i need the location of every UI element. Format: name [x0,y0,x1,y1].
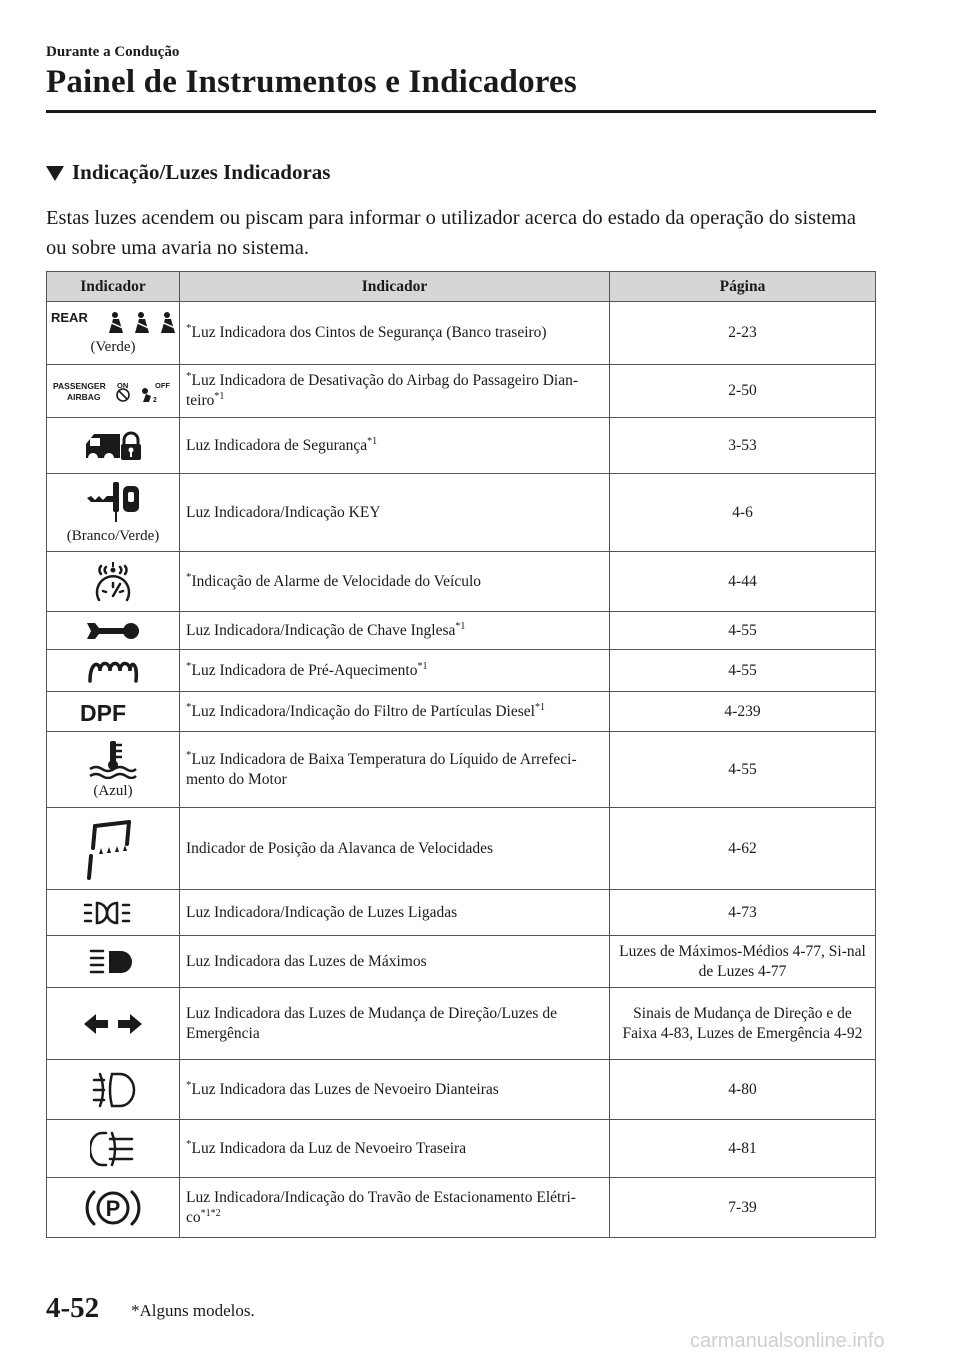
description-text: Luz Indicadora/Indicação KEY [186,503,381,521]
turn-signal-icon [82,1012,144,1036]
dpf-icon [78,699,148,725]
page-cell: 4-80 [610,1060,876,1120]
indicator-cell [47,650,180,692]
indicator-cell [47,302,180,365]
triangle-bullet-icon [46,166,64,181]
description-text: Indicação de Alarme de Velocidade do Veículo [191,572,482,590]
svg-text:REAR: REAR [51,310,88,325]
svg-text:ON: ON [117,381,129,390]
indicator-cell [47,1060,180,1120]
table-row [47,302,876,365]
rear-seatbelt-icon [51,309,175,335]
indicator-cell [47,808,180,890]
indicator-cell [47,612,180,650]
table-row [47,1178,876,1238]
indicator-cell [47,365,180,418]
header-col-indicator-1: Indicador [47,272,180,302]
description-cell [180,302,610,365]
indicator-cell [47,890,180,936]
svg-text:OFF: OFF [155,381,170,390]
description-cell [180,418,610,474]
indicator-color-label: (Branco/Verde) [66,527,160,544]
model-star: * [186,748,192,761]
description-text: Luz Indicadora/Indicação do Filtro de Partículas Diesel [191,702,535,720]
glow-plug-icon [86,657,140,685]
page-cell: 3-53 [610,418,876,474]
page-cell: 4-44 [610,552,876,612]
passenger-airbag-icon [53,378,173,404]
footnote-ref: *1*2 [200,1207,221,1219]
page-cell: 4-81 [610,1120,876,1178]
description-cell [180,612,610,650]
description-cell [180,1120,610,1178]
indicator-color-label: (Azul) [93,782,133,799]
model-star: * [186,369,192,382]
indicator-cell [47,936,180,988]
description-text: Luz Indicadora de Segurança [186,436,368,454]
indicator-color-label: (Verde) [90,339,136,355]
footnote-ref: *1 [214,390,225,402]
table-row [47,936,876,988]
page-cell: Luzes de Máximos-Médios 4-77, Si-nal de Luzes 4-77 [610,936,876,988]
description-text: Indicador de Posição da Alavanca de Velocidades [186,839,494,857]
header-section-label: Durante a Condução [46,44,180,60]
low-coolant-temp-icon [88,739,138,779]
svg-text:P: P [105,1195,121,1221]
model-star: * [186,659,192,672]
description-text: Luz Indicadora/Indicação de Luzes Ligadas [186,903,458,921]
high-beam-icon [85,947,141,977]
speed-alarm-icon [91,560,135,604]
page-number: 4-52 [46,1292,100,1324]
table-row [47,692,876,732]
header-rule [46,110,876,113]
key-icon [85,480,141,524]
description-text: Luz Indicadora de Pré-Aquecimento [191,661,418,679]
footnote-ref: *1 [367,435,378,447]
header-col-page: Página [610,272,876,302]
model-star: * [186,1078,192,1091]
indicator-cell [47,1120,180,1178]
indicator-cell [47,552,180,612]
section-heading-text: Indicação/Luzes Indicadoras [72,160,331,184]
shift-position-icon [83,816,143,882]
rear-fog-icon [90,1129,136,1169]
table-row [47,365,876,418]
description-cell [180,365,610,418]
description-text: Luz Indicadora das Luzes de Mudança de Direção/Luzes de Emergência [186,1004,557,1042]
description-text: Luz Indicadora das Luzes de Nevoeiro Dianteiras [191,1080,499,1098]
page-cell: 4-55 [610,650,876,692]
model-star: * [186,321,192,334]
security-lock-icon [84,430,142,462]
page-cell: 4-239 [610,692,876,732]
description-text: Luz Indicadora/Indicação de Chave Inglesa [186,621,456,639]
header-col-indicator-2: Indicador [180,272,610,302]
page-cell: 2-23 [610,302,876,365]
table-row [47,808,876,890]
model-star: * [186,1137,192,1150]
table-row [47,552,876,612]
page-cell: 7-39 [610,1178,876,1238]
description-text: Luz Indicadora das Luzes de Máximos [186,952,427,970]
description-cell [180,650,610,692]
indicator-cell [47,418,180,474]
description-cell [180,732,610,808]
table-row [47,474,876,552]
description-text: Luz Indicadora de Desativação do Airbag do Passageiro Dian-teiro [186,372,579,409]
parking-brake-icon [82,1186,144,1230]
description-text: Luz Indicadora dos Cintos de Segurança (Banco traseiro) [191,324,547,341]
page-cell: 4-62 [610,808,876,890]
description-cell [180,808,610,890]
indicator-cell [47,988,180,1060]
page-title: Painel de Instrumentos e Indicadores [46,64,577,100]
front-fog-icon [90,1070,136,1110]
page-cell: 4-6 [610,474,876,552]
description-cell [180,936,610,988]
table-row [47,1120,876,1178]
table-header-row [47,272,876,302]
indicator-cell [47,474,180,552]
description-cell [180,474,610,552]
page-cell: 4-73 [610,890,876,936]
page-cell: Sinais de Mudança de Direção e de Faixa 4-83, Luzes de Emergência 4-92 [610,988,876,1060]
description-cell [180,988,610,1060]
footnote-ref: *1 [455,620,466,632]
section-heading [46,160,330,185]
svg-text:DPF: DPF [80,699,126,725]
svg-text:2: 2 [153,397,157,404]
table-row [47,612,876,650]
description-text: Luz Indicadora da Luz de Nevoeiro Traseira [191,1139,467,1157]
table-row [47,650,876,692]
description-text: Luz Indicadora/Indicação do Travão de Estacionamento Elétri-co [186,1188,576,1226]
svg-text:AIRBAG: AIRBAG [67,392,101,402]
description-cell [180,890,610,936]
indicator-cell [47,1178,180,1238]
model-star: * [186,700,192,713]
page-cell: 4-55 [610,612,876,650]
page-cell: 2-50 [610,365,876,418]
table-row [47,732,876,808]
description-cell [180,1178,610,1238]
indicator-cell [47,692,180,732]
lights-on-icon [83,900,143,926]
table-row [47,988,876,1060]
description-cell [180,552,610,612]
description-cell [180,692,610,732]
model-star: * [186,570,192,583]
table-row [47,890,876,936]
footnote: *Alguns modelos. [131,1301,255,1320]
svg-text:PASSENGER: PASSENGER [53,381,106,391]
page-cell: 4-55 [610,732,876,808]
indicator-table [46,271,876,1238]
intro-paragraph: Estas luzes acendem ou piscam para informar o utilizador acerca do estado da operação do sistema ou sobre uma avaria no sistema. [46,207,856,259]
footnote-ref: *1 [417,660,428,672]
watermark: carmanualsonline.info [690,1330,885,1352]
description-text: Luz Indicadora de Baixa Temperatura do Líquido de Arrefeci-mento do Motor [186,750,577,788]
table-row [47,1060,876,1120]
wrench-icon [85,619,141,643]
table-row [47,418,876,474]
indicator-cell [47,732,180,808]
description-cell [180,1060,610,1120]
footnote-ref: *1 [534,701,545,713]
